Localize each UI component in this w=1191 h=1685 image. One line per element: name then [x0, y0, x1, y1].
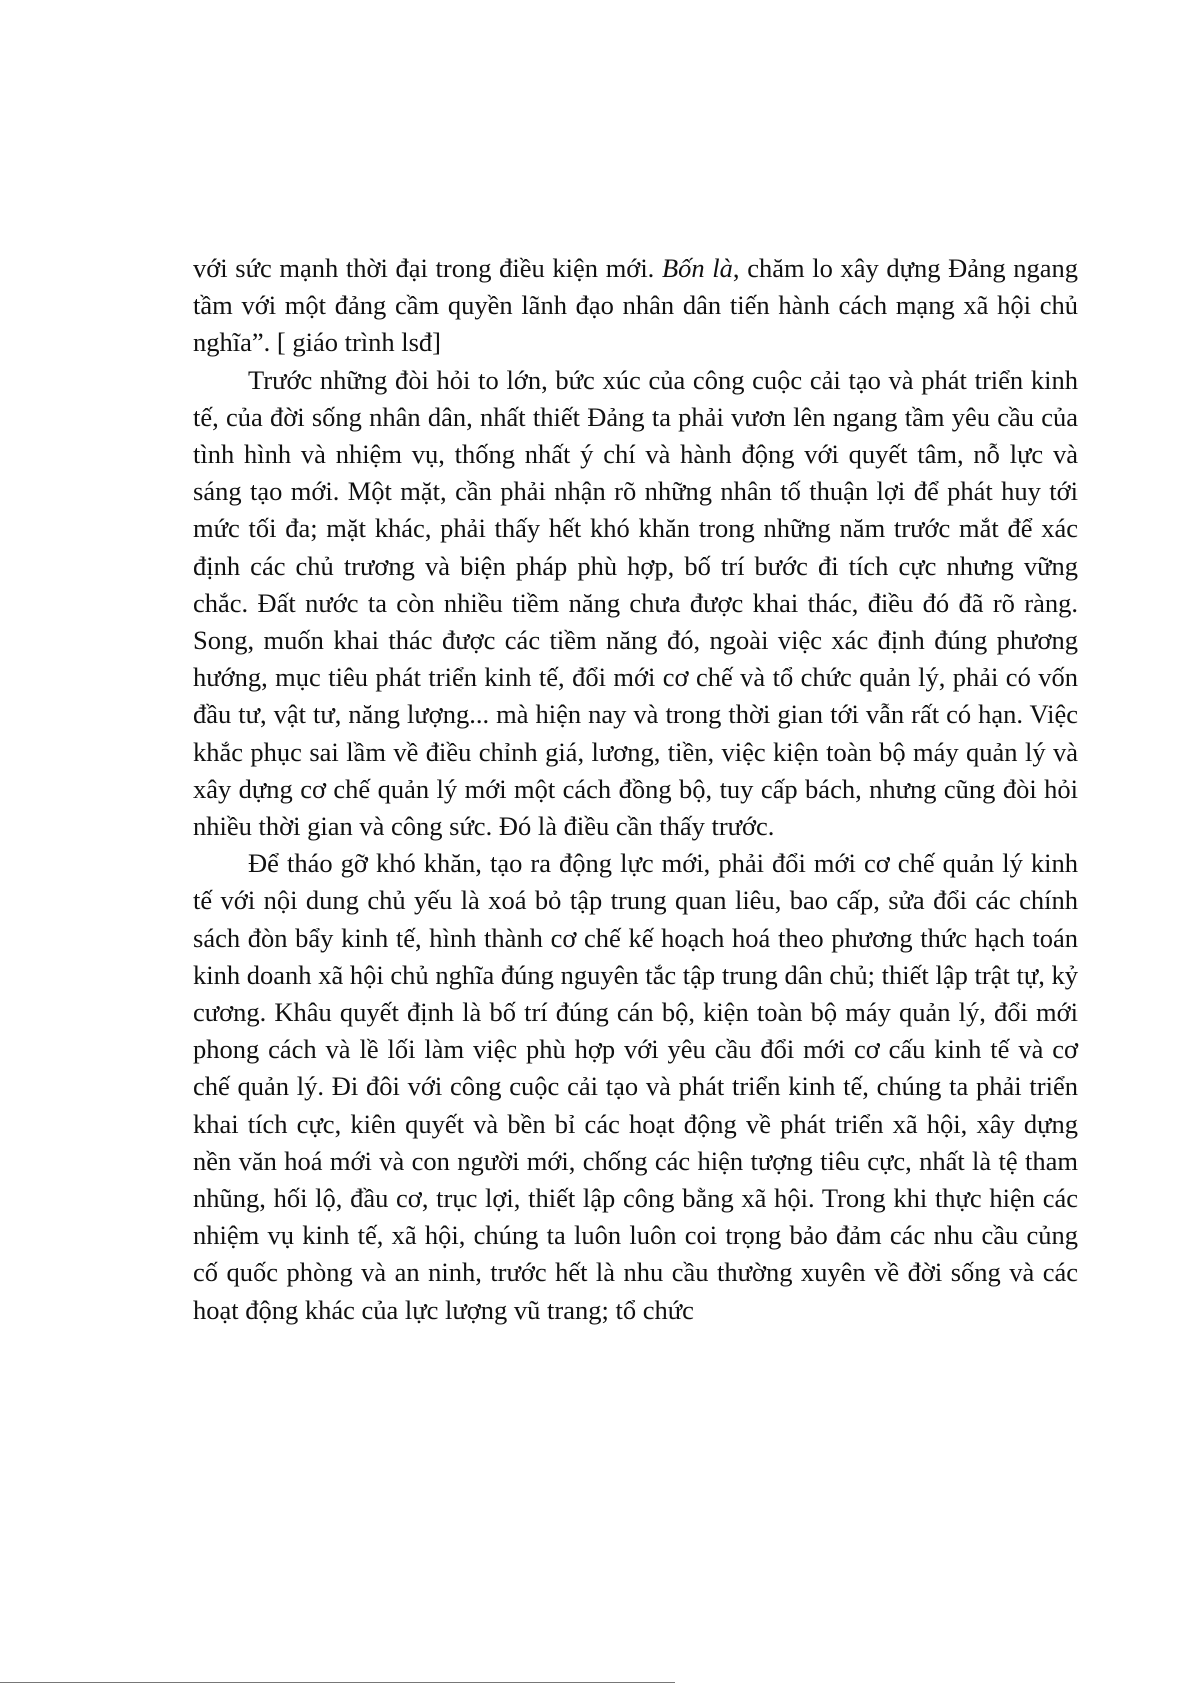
paragraph-1-text-after: , chăm lo xây dựng Đảng ngang tầm với một đảng cầm quyền lãnh đạo nhân dân tiến hành cách mạng xã hội chủ nghĩa”. [ giáo trình lsđ]	[193, 253, 1078, 358]
paragraph-3: Để tháo gỡ khó khăn, tạo ra động lực mới, phải đổi mới cơ chế quản lý kinh tế với nội dung chủ yếu là xoá bỏ tập trung quan liêu, bao cấp, sửa đổi các chính sách đòn bẩy kinh tế, hình thành cơ chế kế hoạch hoá theo phương thức hạch toán kinh doanh xã hội chủ nghĩa đúng nguyên tắc tập trung dân chủ; thiết lập trật tự, kỷ cương. Khâu quyết định là bố trí đúng cán bộ, kiện toàn bộ máy quản lý, đổi mới phong cách và lề lối làm việc phù hợp với yêu cầu đổi mới cơ cấu kinh tế và cơ chế quản lý. Đi đôi với công cuộc cải tạo và phát triển kinh tế, chúng ta phải triển khai tích cực, kiên quyết và bền bỉ các hoạt động về phát triển xã hội, xây dựng nền văn hoá mới và con người mới, chống các hiện tượng tiêu cực, nhất là tệ tham nhũng, hối lộ, đầu cơ, trục lợi, thiết lập công bằng xã hội. Trong khi thực hiện các nhiệm vụ kinh tế, xã hội, chúng ta luôn luôn coi trọng bảo đảm các nhu cầu củng cố quốc phòng và an ninh, trước hết là nhu cầu thường xuyên về đời sống và các hoạt động khác của lực lượng vũ trang; tổ chức	[193, 848, 1078, 1325]
paragraph-1-text-before: với sức mạnh thời đại trong điều kiện mới.	[193, 253, 662, 283]
document-body	[193, 250, 1078, 1329]
paragraph-2: Trước những đòi hỏi to lớn, bức xúc của công cuộc cải tạo và phát triển kinh tế, của đời sống nhân dân, nhất thiết Đảng ta phải vươn lên ngang tầm yêu cầu của tình hình và nhiệm vụ, thống nhất ý chí và hành động với quyết tâm, nỗ lực và sáng tạo mới. Một mặt, cần phải nhận rõ những nhân tố thuận lợi để phát huy tới mức tối đa; mặt khác, phải thấy hết khó khăn trong những năm trước mắt để xác định các chủ trương và biện pháp phù hợp, bố trí bước đi tích cực nhưng vững chắc. Đất nước ta còn nhiều tiềm năng chưa được khai thác, điều đó đã rõ ràng. Song, muốn khai thác được các tiềm năng đó, ngoài việc xác định đúng phương hướng, mục tiêu phát triển kinh tế, đổi mới cơ chế và tổ chức quản lý, phải có vốn đầu tư, vật tư, năng lượng... mà hiện nay và trong thời gian tới vẫn rất có hạn. Việc khắc phục sai lầm về điều chỉnh giá, lương, tiền, việc kiện toàn bộ máy quản lý và xây dựng cơ chế quản lý mới một cách đồng bộ, tuy cấp bách, nhưng cũng đòi hỏi nhiều thời gian và công sức. Đó là điều cần thấy trước.	[193, 364, 1078, 842]
paragraph-continuation	[193, 250, 1078, 362]
footer-divider	[0, 1682, 600, 1683]
footer-divider-segment	[600, 1682, 675, 1683]
paragraph-1-italic: Bốn là	[661, 253, 733, 283]
